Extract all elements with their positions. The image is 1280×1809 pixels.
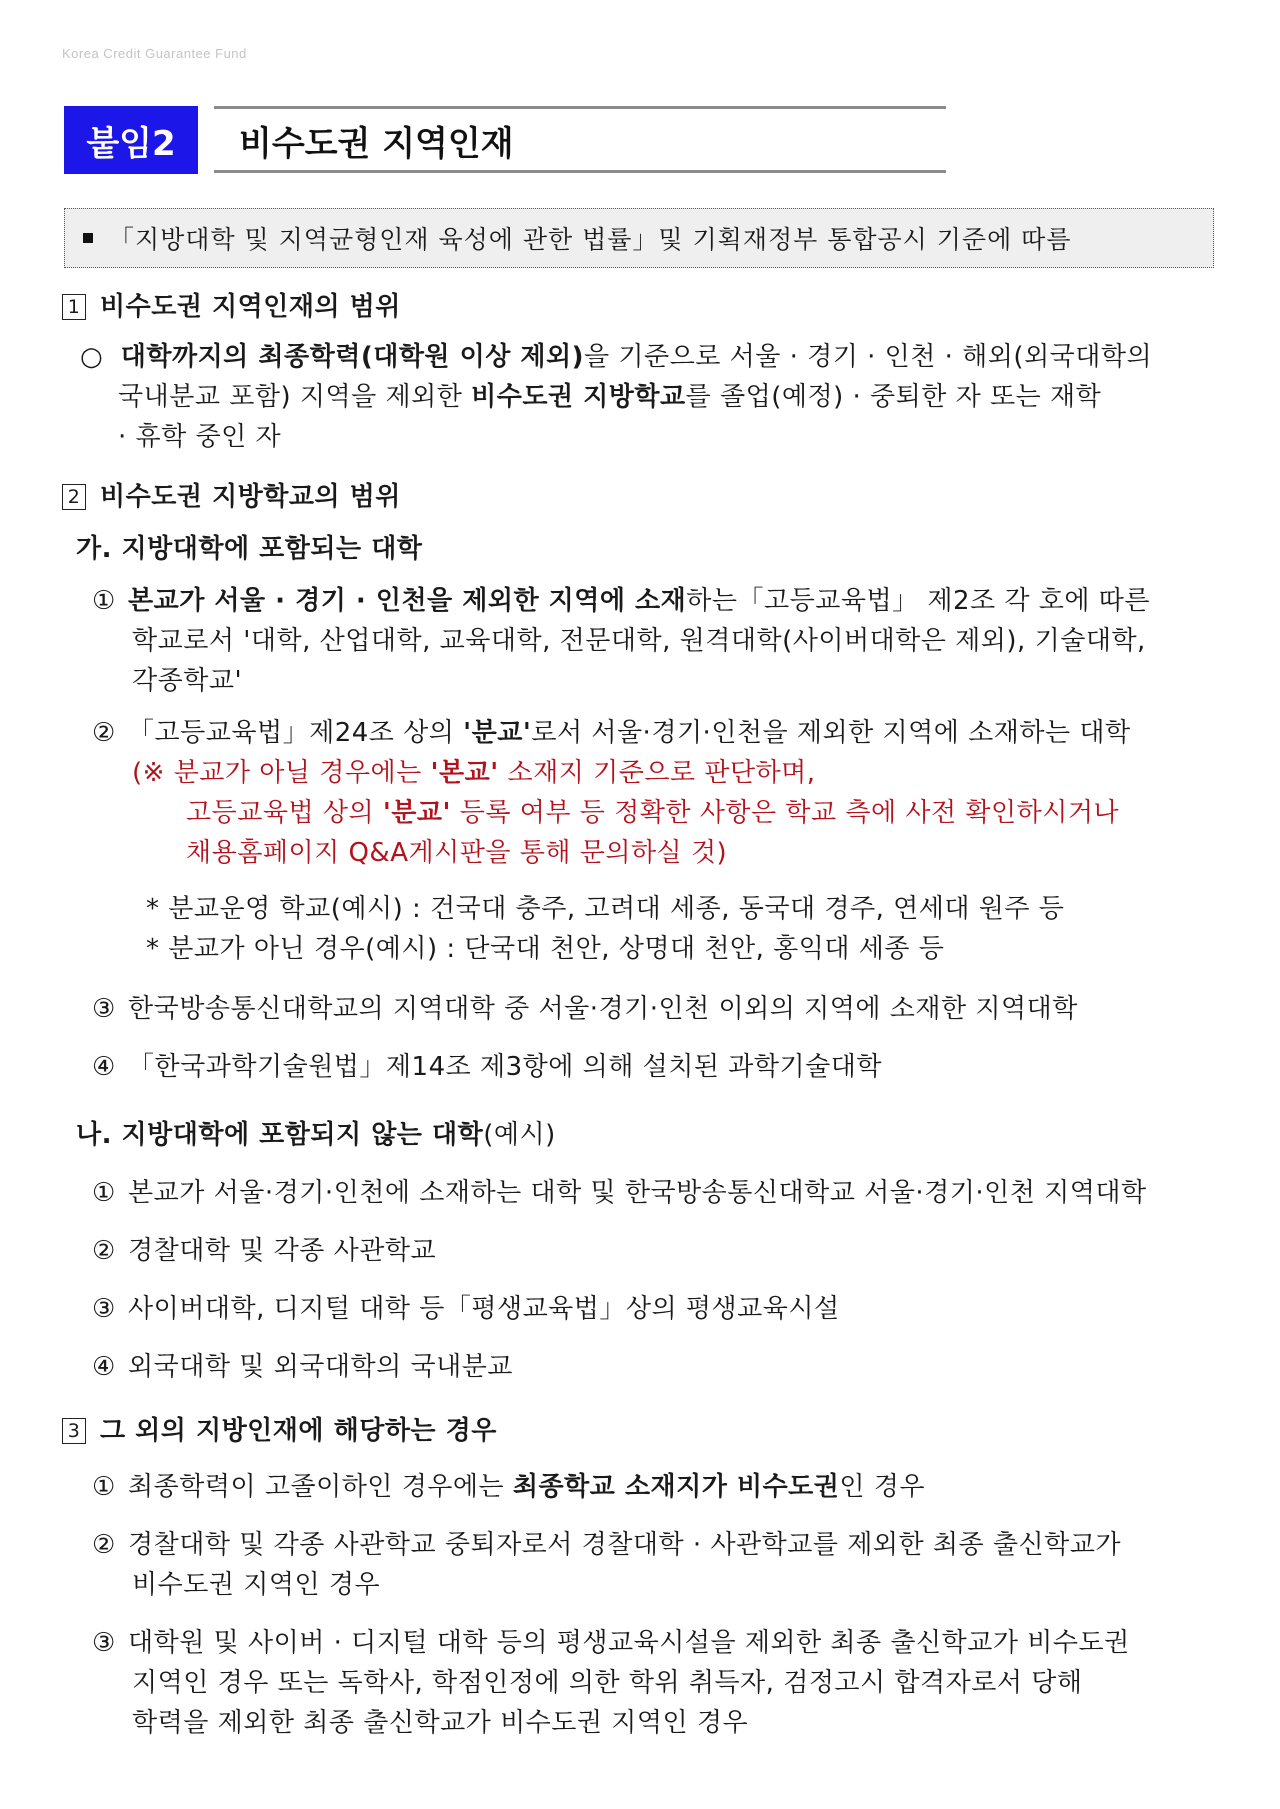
na-item-3 — [92, 1292, 840, 1326]
text: 경찰대학 및 각종 사관학교 — [128, 1236, 437, 1266]
section-title: 그 외의 지방인재에 해당하는 경우 — [100, 1416, 497, 1446]
section-number: 2 — [62, 484, 86, 510]
note-text: 등록 여부 등 정확한 사항은 학교 측에 사전 확인하시거나 — [451, 798, 1120, 828]
na-item-2 — [92, 1234, 436, 1268]
text: 최종학력이 고졸이하인 경우에는 — [128, 1472, 513, 1502]
section-3-heading — [62, 1414, 497, 1448]
text: 국내분교 포함) 지역을 제외한 — [118, 382, 472, 412]
item-number: ③ — [92, 1628, 116, 1658]
s3-item-1 — [92, 1470, 925, 1504]
text: 하는「고등교육법」 제2조 각 호에 따른 — [686, 586, 1150, 616]
subsection-title: 나. 지방대학에 포함되지 않는 대학 — [76, 1120, 484, 1150]
ga-item-3 — [92, 992, 1078, 1026]
s3-item-3-line-3: 학력을 제외한 최종 출신학교가 비수도권 지역인 경우 — [132, 1708, 749, 1738]
section-number: 3 — [62, 1418, 86, 1444]
text: 본교가 서울·경기·인천에 소재하는 대학 및 한국방송통신대학교 서울·경기·인천 지역대학 — [128, 1178, 1147, 1208]
section-1-line-1 — [80, 340, 1152, 374]
note-text: (※ 분교가 아닐 경우에는 — [132, 758, 431, 788]
attachment-badge: 붙임2 — [64, 106, 198, 174]
ga-item-1-line-1 — [92, 584, 1150, 618]
text: 「고등교육법」제24조 상의 — [128, 718, 464, 748]
na-item-4 — [92, 1350, 513, 1384]
note-bold: '본교' — [430, 758, 499, 788]
section-title: 비수도권 지역인재의 범위 — [100, 292, 401, 322]
ga-item-2-note-line-2 — [186, 796, 1119, 830]
section-1-line-3: · 휴학 중인 자 — [118, 422, 282, 452]
note-bold: '분교' — [382, 798, 451, 828]
title-rule-bottom — [214, 170, 946, 173]
text: 한국방송통신대학교의 지역대학 중 서울·경기·인천 이외의 지역에 소재한 지역대학 — [128, 994, 1078, 1024]
circle-bullet-icon: ○ — [80, 342, 104, 372]
ga-item-1-line-2: 학교로서 '대학, 산업대학, 교육대학, 전문대학, 원격대학(사이버대학은 제외), 기술대학, — [132, 626, 1146, 656]
s3-item-2-line-1 — [92, 1528, 1121, 1562]
title-text: 비수도권 지역인재 — [239, 124, 514, 164]
text: 경찰대학 및 각종 사관학교 중퇴자로서 경찰대학 · 사관학교를 제외한 최종 출신학교가 — [128, 1530, 1121, 1560]
section-2-heading — [62, 480, 401, 514]
item-number: ① — [92, 1178, 116, 1208]
text: 로서 서울·경기·인천을 제외한 지역에 소재하는 대학 — [531, 718, 1131, 748]
ga-item-2-note-line-1 — [132, 756, 816, 790]
item-number: ② — [92, 1530, 116, 1560]
subsection-na-heading — [76, 1118, 556, 1152]
text: (예시) — [483, 1120, 556, 1150]
title-rule-top — [214, 106, 946, 109]
text: 대학원 및 사이버 · 디지털 대학 등의 평생교육시설을 제외한 최종 출신학교가 비수도권 — [128, 1628, 1130, 1658]
item-number: ② — [92, 718, 116, 748]
bold-text: 최종학교 소재지가 비수도권 — [512, 1472, 840, 1502]
item-number: ④ — [92, 1052, 116, 1082]
text: 「한국과학기술원법」제14조 제3항에 의해 설치된 과학기술대학 — [128, 1052, 882, 1082]
section-1-heading — [62, 290, 401, 324]
ga-item-2-example-2: * 분교가 아닌 경우(예시) : 단국대 천안, 상명대 천안, 홍익대 세종 등 — [146, 934, 945, 964]
note-text: 고등교육법 상의 — [186, 798, 383, 828]
item-number: ① — [92, 1472, 116, 1502]
text: 를 졸업(예정) · 중퇴한 자 또는 재학 — [685, 382, 1102, 412]
subsection-ga-heading: 가. 지방대학에 포함되는 대학 — [76, 534, 423, 564]
section-1-line-2 — [118, 380, 1101, 414]
item-number: ④ — [92, 1352, 116, 1382]
s3-item-3-line-2: 지역인 경우 또는 독학사, 학점인정에 의한 학위 취득자, 검정고시 합격자로서 당해 — [132, 1668, 1083, 1698]
watermark: Korea Credit Guarantee Fund — [62, 46, 247, 61]
section-title: 비수도권 지방학교의 범위 — [100, 482, 401, 512]
notice-text: 「지방대학 및 지역균형인재 육성에 관한 법률」및 기획재정부 통합공시 기준에 따름 — [109, 225, 1072, 254]
page-title — [64, 106, 944, 176]
square-bullet-icon — [83, 233, 93, 243]
text: 인 경우 — [839, 1472, 926, 1502]
item-number: ③ — [92, 994, 116, 1024]
text: 외국대학 및 외국대학의 국내분교 — [128, 1352, 513, 1382]
ga-item-2-note-line-3: 채용홈페이지 Q&A게시판을 통해 문의하실 것) — [186, 838, 728, 868]
text: 을 기준으로 서울 · 경기 · 인천 · 해외(외국대학의 — [584, 342, 1153, 372]
bold-text: '분교' — [463, 718, 532, 748]
ga-item-1-line-3: 각종학교' — [132, 666, 243, 696]
notice-box — [64, 208, 1214, 268]
ga-item-2-example-1: * 분교운영 학교(예시) : 건국대 충주, 고려대 세종, 동국대 경주, 연세대 원주 등 — [146, 894, 1065, 924]
ga-item-4 — [92, 1050, 882, 1084]
note-text: 소재지 기준으로 판단하며, — [498, 758, 816, 788]
bold-text: 비수도권 지방학교 — [471, 382, 686, 412]
item-number: ③ — [92, 1294, 116, 1324]
bold-text: 대학까지의 최종학력(대학원 이상 제외) — [120, 342, 584, 372]
ga-item-2-line-1 — [92, 716, 1131, 750]
na-item-1 — [92, 1176, 1147, 1210]
section-number: 1 — [62, 294, 86, 320]
bold-text: 본교가 서울 · 경기 · 인천을 제외한 지역에 소재 — [128, 586, 687, 616]
item-number: ① — [92, 586, 116, 616]
s3-item-3-line-1 — [92, 1626, 1130, 1660]
text: 사이버대학, 디지털 대학 등「평생교육법」상의 평생교육시설 — [128, 1294, 840, 1324]
s3-item-2-line-2: 비수도권 지역인 경우 — [132, 1570, 381, 1600]
item-number: ② — [92, 1236, 116, 1266]
